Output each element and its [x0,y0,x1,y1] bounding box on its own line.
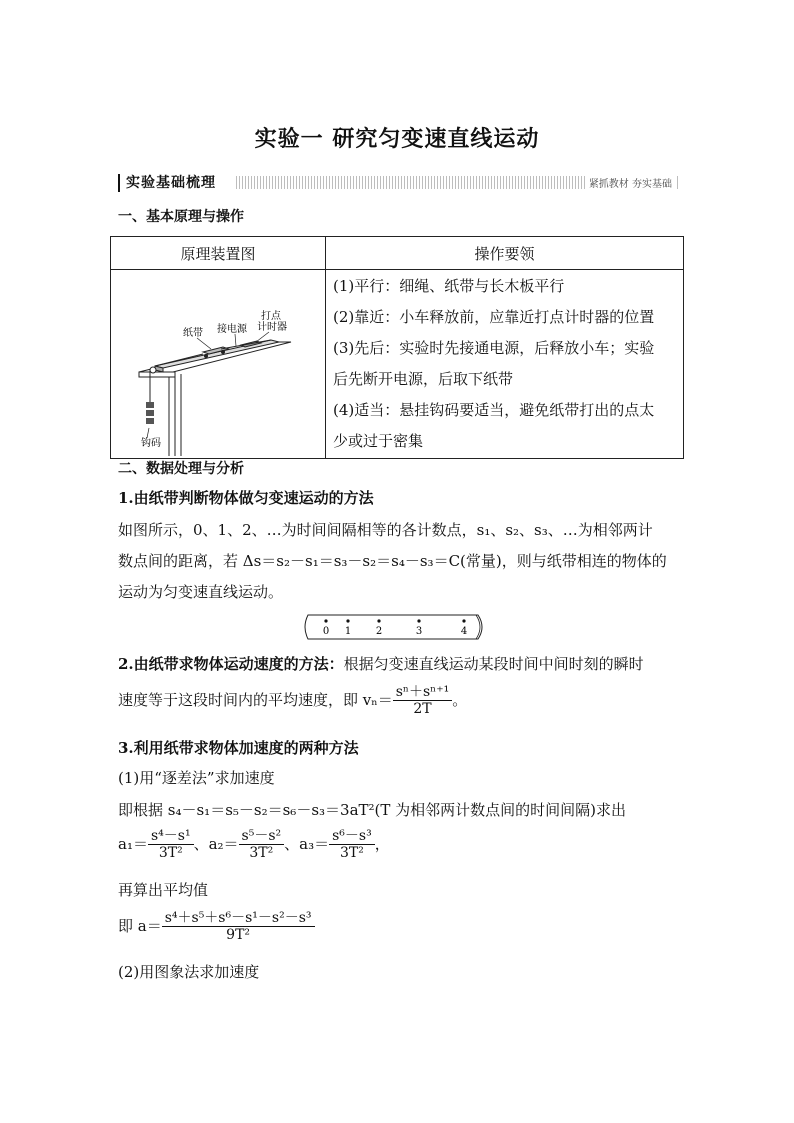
tape-dot [417,619,420,622]
s2-line1 [118,654,644,674]
a1-label: a₁＝ [118,835,148,853]
label-power: 接电源 [217,324,247,335]
table-header-operations: 操作要领 [326,237,684,270]
velocity-fraction [393,684,452,718]
s3-line1: 即根据 s₄－s₁＝s₅－s₂＝s₆－s₃＝3aT²(T 为相邻两计数点间的时间间隔)求出 [118,801,627,819]
a3-label: 、a₃＝ [284,835,330,853]
avg-fraction [162,910,315,944]
a3-denominator: 3T² [339,845,364,861]
a1-denominator: 3T² [158,845,183,861]
step-1: (1)平行：细绳、纸带与长木板平行 [333,277,565,295]
s3-title: 3.利用纸带求物体加速度的两种方法 [118,739,359,757]
step-4b: 少或过于密集 [333,432,424,450]
a2-fraction [239,828,285,862]
s2-end: 。 [452,691,468,709]
label-timer-1: 打点 [261,311,281,322]
label-timer-2: 计时器 [257,322,287,333]
a-end: ， [374,835,390,853]
a2-label: 、a₂＝ [193,835,239,853]
section-bar [118,174,678,192]
s1-title: 1.由纸带判断物体做匀变速运动的方法 [118,489,374,507]
s2-title: 2.由纸带求物体运动速度的方法： [118,655,344,673]
accel-formulas [118,828,390,862]
velocity-numerator: sⁿ＋sⁿ⁺¹ [393,684,452,701]
avg-formula [118,910,315,944]
part1-heading: 一、基本原理与操作 [118,209,244,225]
tape-dot [346,619,349,622]
table-header-diagram: 原理装置图 [111,237,326,270]
section-bar-label: 实验基础梳理 [118,174,222,192]
velocity-denominator: 2T [413,701,432,717]
s3-sub2: (2)用图象法求加速度 [118,963,260,981]
operation-table [110,236,684,459]
s3-sub1: (1)用“逐差法”求加速度 [118,769,275,787]
tape-point-label: 2 [375,626,383,637]
s2-line2 [118,684,467,718]
tape-dot [377,619,380,622]
step-3b: 后先断开电源，后取下纸带 [333,370,514,388]
apparatus-diagram [111,270,323,456]
step-2: (2)靠近：小车释放前，应靠近打点计时器的位置 [333,308,655,326]
apparatus-diagram-cell [111,270,326,459]
step-3a: (3)先后：实验时先接通电源，后释放小车；实验 [333,339,655,357]
tape-point-label: 3 [415,626,423,637]
a3-fraction [329,828,375,862]
page-title: 实验一 研究匀变速直线运动 [254,127,540,152]
tape-point-label: 1 [344,626,352,637]
a2-denominator: 3T² [249,845,274,861]
a3-numerator: s⁶－s³ [329,828,375,845]
s1-line2: 数点间的距离，若 Δs＝s₂－s₁＝s₃－s₂＝s₄－s₃＝C(常量)，则与纸带相连的物体的 [118,552,667,570]
s1-line1: 如图所示，0、1、2、…为时间间隔相等的各计数点，s₁、s₂、s₃、…为相邻两计 [118,521,653,539]
section-bar-subtitle: 紧抓教材 夯实基础 [585,175,676,190]
a1-numerator: s⁴－s¹ [148,828,194,845]
a1-fraction [148,828,194,862]
tape-point-label: 0 [322,626,330,637]
s2-text2: 速度等于这段时间内的平均速度，即 vₙ＝ [118,691,393,709]
s3-avg-text: 再算出平均值 [118,881,209,899]
tape-point-label: 4 [460,626,468,637]
paper-tape-diagram [300,612,492,642]
avg-denominator: 9T² [226,927,251,943]
label-tape: 纸带 [183,328,203,339]
tape-dot [462,619,465,622]
label-weight: 钩码 [141,438,161,449]
operation-steps-cell [326,270,684,459]
part2-heading: 二、数据处理与分析 [118,461,244,477]
a2-numerator: s⁵－s² [239,828,285,845]
avg-label: 即 a＝ [118,917,162,935]
s1-line3: 运动为匀变速直线运动。 [118,583,284,601]
step-4a: (4)适当：悬挂钩码要适当，避免纸带打出的点太 [333,401,655,419]
s2-text1: 根据匀变速直线运动某段时间中间时刻的瞬时 [343,655,644,673]
avg-numerator: s⁴＋s⁵＋s⁶－s¹－s²－s³ [162,910,315,927]
tape-dot [324,619,327,622]
